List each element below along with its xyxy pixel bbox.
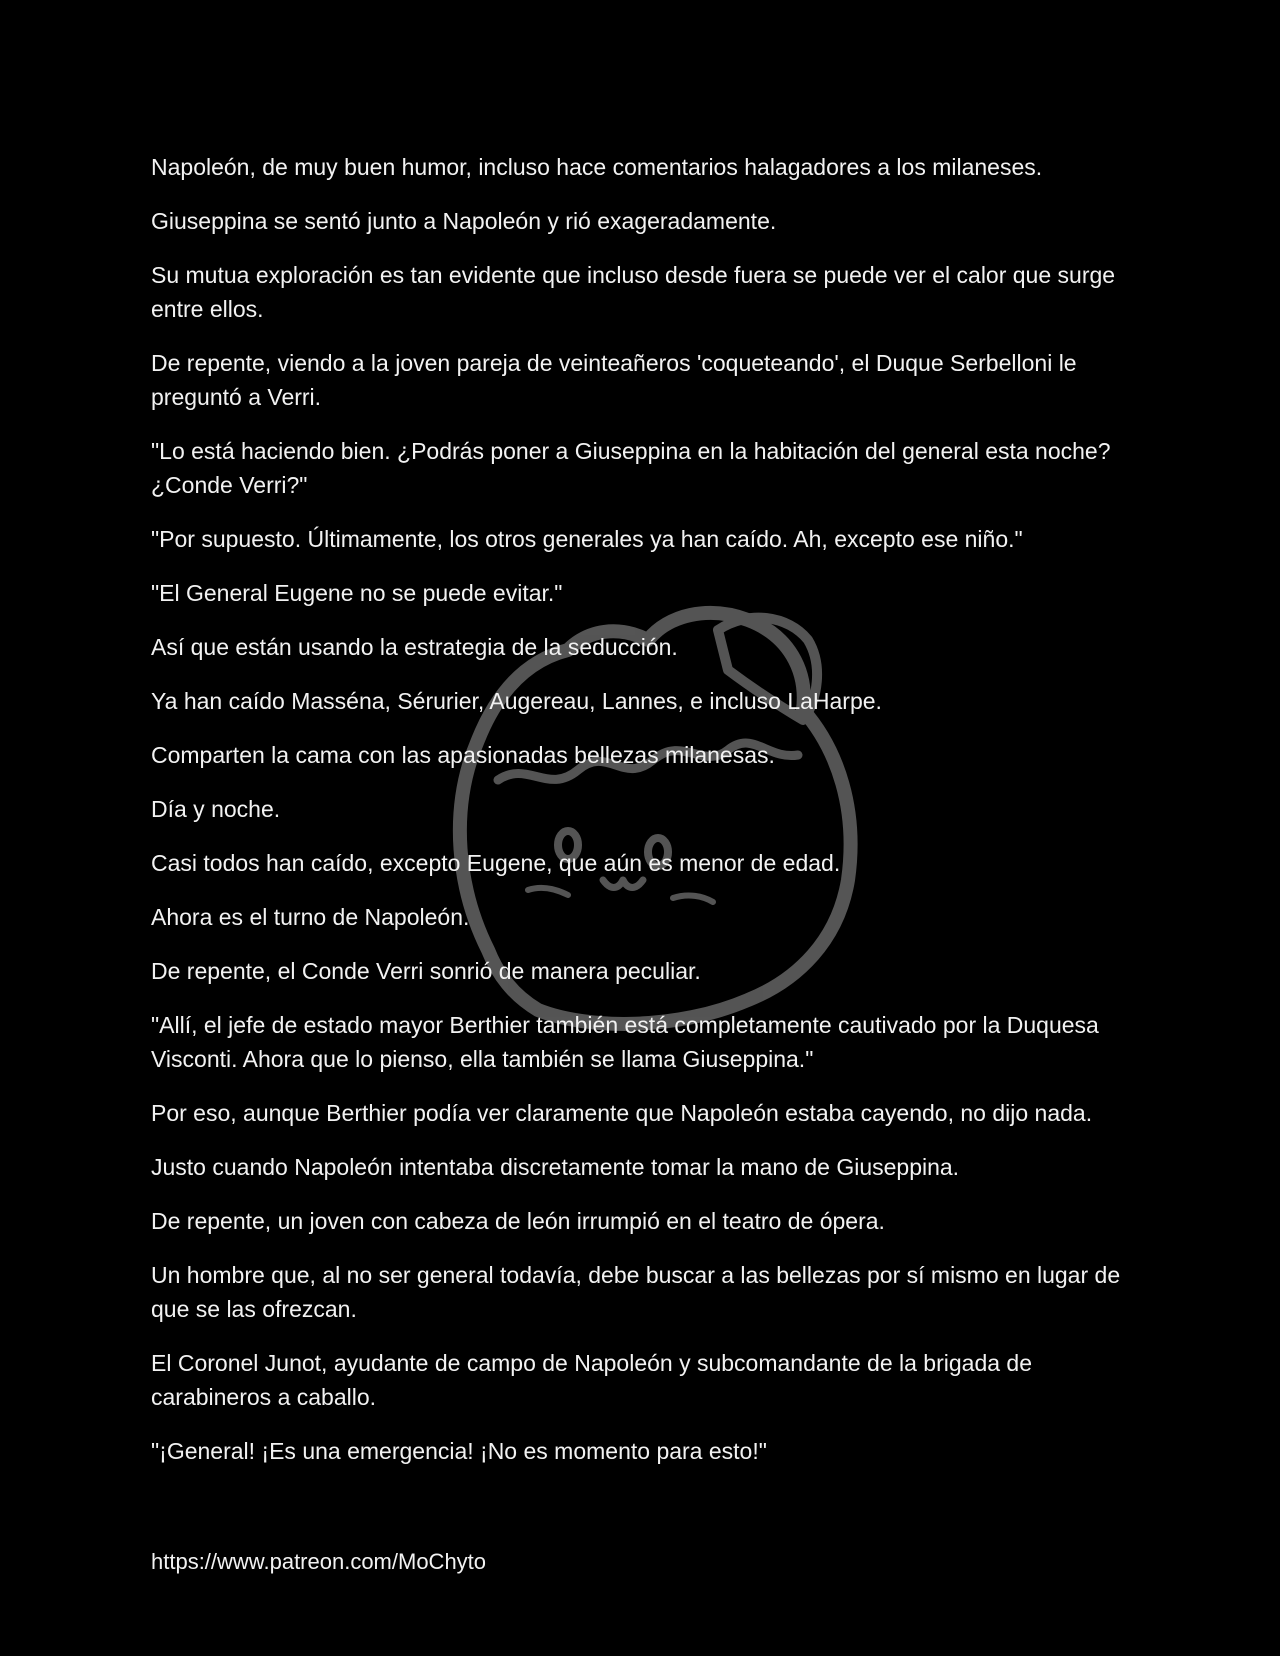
paragraph: De repente, viendo a la joven pareja de veinteañeros 'coqueteando', el Duque Serbelloni le preguntó a Verri. [151, 350, 1077, 410]
paragraph: "¡General! ¡Es una emergencia! ¡No es momento para esto!" [151, 1438, 767, 1464]
paragraph: Así que están usando la estrategia de la seducción. [151, 634, 678, 660]
paragraph: Casi todos han caído, excepto Eugene, que aún es menor de edad. [151, 850, 841, 876]
paragraph: Un hombre que, al no ser general todavía, debe buscar a las bellezas por sí mismo en lugar de que se las ofrezcan. [151, 1262, 1121, 1322]
patreon-link[interactable]: https://www.patreon.com/MoChyto [151, 1549, 487, 1574]
paragraph: El Coronel Junot, ayudante de campo de Napoleón y subcomandante de la brigada de carabineros a caballo. [151, 1350, 1032, 1410]
paragraph: Ya han caído Masséna, Sérurier, Augereau, Lannes, e incluso LaHarpe. [151, 688, 882, 714]
story-text [151, 150, 1136, 1488]
paragraph: Por eso, aunque Berthier podía ver claramente que Napoleón estaba cayendo, no dijo nada. [151, 1100, 1093, 1126]
paragraph: Napoleón, de muy buen humor, incluso hace comentarios halagadores a los milaneses. [151, 154, 1043, 180]
paragraph: Ahora es el turno de Napoleón. [151, 904, 470, 930]
paragraph: Día y noche. [151, 796, 281, 822]
paragraph: De repente, el Conde Verri sonrió de manera peculiar. [151, 958, 701, 984]
paragraph: Comparten la cama con las apasionadas bellezas milanesas. [151, 742, 775, 768]
paragraph: "Lo está haciendo bien. ¿Podrás poner a Giuseppina en la habitación del general esta noche? ¿Conde Verri?" [151, 438, 1111, 498]
paragraph: "El General Eugene no se puede evitar." [151, 580, 563, 606]
paragraph: "Allí, el jefe de estado mayor Berthier también está completamente cautivado por la Duquesa Visconti. Ahora que lo pienso, ella también se llama Giuseppina." [151, 1012, 1099, 1072]
paragraph: Su mutua exploración es tan evidente que incluso desde fuera se puede ver el calor que surge entre ellos. [151, 262, 1116, 322]
paragraph: Giuseppina se sentó junto a Napoleón y rió exageradamente. [151, 208, 777, 234]
paragraph: Justo cuando Napoleón intentaba discretamente tomar la mano de Giuseppina. [151, 1154, 960, 1180]
paragraph: "Por supuesto. Últimamente, los otros generales ya han caído. Ah, excepto ese niño." [151, 526, 1023, 552]
paragraph: De repente, un joven con cabeza de león irrumpió en el teatro de ópera. [151, 1208, 885, 1234]
